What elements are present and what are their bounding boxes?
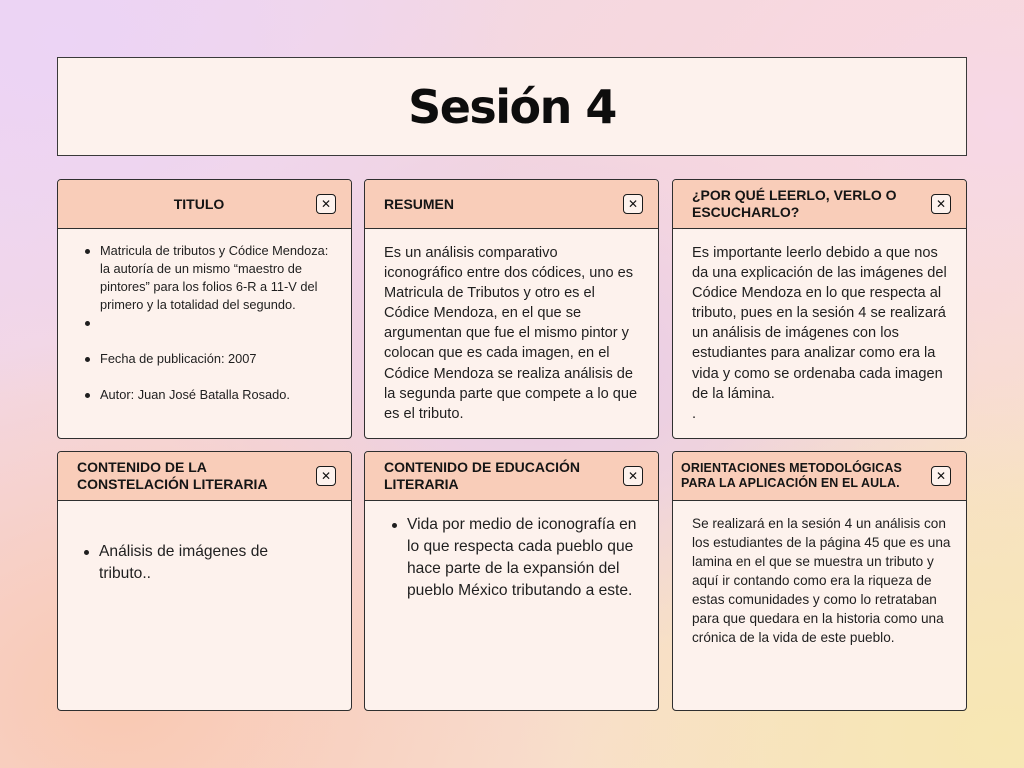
close-button[interactable]: [623, 466, 643, 486]
card-header-title: CONTENIDO DE EDUCACIÓN LITERARIA: [384, 459, 581, 492]
card-header: [673, 180, 966, 229]
card-header-title: RESUMEN: [384, 195, 455, 212]
page-title: Sesión 4: [408, 79, 616, 134]
card-por-que: [672, 179, 967, 439]
close-icon: ✕: [320, 197, 332, 211]
titulo-list: [77, 242, 332, 404]
card-header: [673, 452, 966, 501]
close-icon: ✕: [320, 469, 332, 483]
card-header: [365, 452, 658, 501]
card-header-title: ¿POR QUÉ LEERLO, VERLO O ESCUCHARLO?: [692, 187, 897, 220]
educacion-list: [384, 514, 642, 602]
constelacion-list: [76, 541, 311, 585]
title-banner: [57, 57, 967, 156]
close-button[interactable]: [623, 194, 643, 214]
list-item: Fecha de publicación: 2007: [77, 350, 332, 368]
card-header-title: ORIENTACIONES METODOLÓGICAS PARA LA APLICACIÓN EN EL AULA.: [681, 461, 902, 490]
por-que-extra: .: [692, 405, 697, 422]
por-que-text: Es importante leerlo debido a que nos da una explicación de las imágenes del Códice Mendoza en lo que respecta al tributo, pues en la sesión 4 se realizará un análisis de imágenes con los estudiantes para analizar como era la vida y como se ordenaba cada imagen de la lámina.: [692, 245, 947, 402]
list-item: Autor: Juan José Batalla Rosado.: [77, 386, 332, 404]
card-resumen: [364, 179, 659, 439]
card-titulo: [57, 179, 352, 439]
card-orientaciones: [672, 451, 967, 711]
list-item: Matricula de tributos y Códice Mendoza: la autoría de un mismo “maestro de pintores” para los folios 6-R a 11-V del primero y la totalidad del segundo.: [77, 242, 332, 314]
card-header: [58, 452, 351, 501]
orientaciones-text: Se realizará en la sesión 4 un análisis con los estudiantes de la página 45 que es una lamina en el que se muestra un tributo y aquí ir contando como era la riqueza de estas comunidades y como lo retrataban para que quedara en la historia como una crónica de la vida de este pueblo.: [692, 516, 951, 645]
card-constelacion: [57, 451, 352, 711]
resumen-text: Es un análisis comparativo iconográfico entre dos códices, uno es Matricula de Tributos y otro es el Códice Mendoza, en el que se argumentan que fue el mismo pintor y colocan que es cada imagen, en el Códice Mendoza se realiza análisis de la segunda parte que compete a lo que es el tributo.: [384, 245, 638, 422]
close-icon: ✕: [627, 197, 639, 211]
card-header: [58, 180, 351, 229]
card-educacion: [364, 451, 659, 711]
close-icon: ✕: [627, 469, 639, 483]
close-button[interactable]: [316, 194, 336, 214]
card-header-title: CONTENIDO DE LA CONSTELACIÓN LITERARIA: [77, 459, 268, 492]
close-icon: ✕: [935, 469, 947, 483]
list-item: Análisis de imágenes de tributo..: [76, 541, 311, 585]
list-item: Vida por medio de iconografía en lo que respecta cada pueblo que hace parte de la expansión del pueblo México tributando a este.: [384, 514, 642, 602]
card-header-title: TITULO: [173, 195, 225, 212]
close-button[interactable]: [931, 466, 951, 486]
close-button[interactable]: [316, 466, 336, 486]
card-header: [365, 180, 658, 229]
close-button[interactable]: [931, 194, 951, 214]
close-icon: ✕: [935, 197, 947, 211]
list-item-empty: [77, 314, 332, 332]
